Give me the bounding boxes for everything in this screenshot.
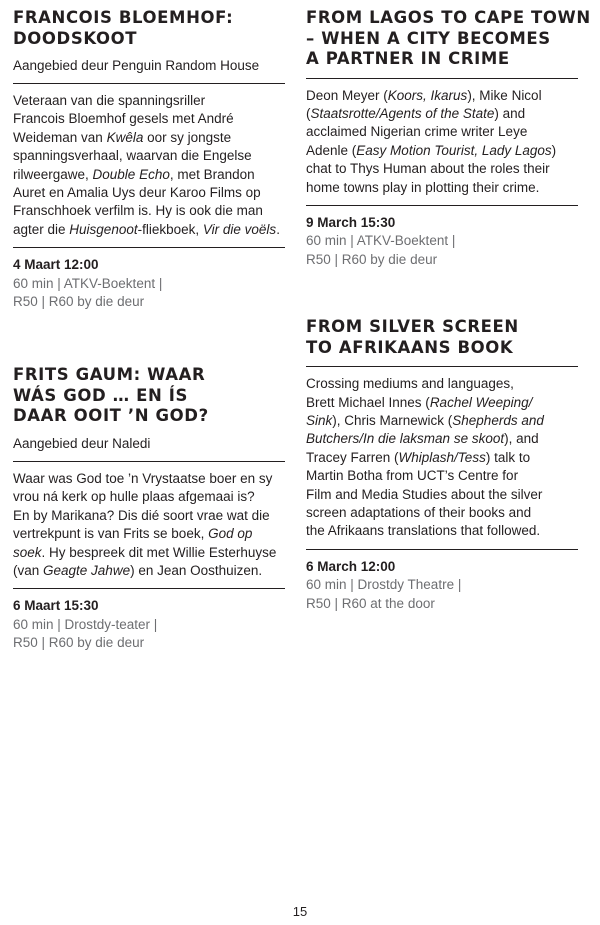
event-date: 4 Maart 12:00: [13, 257, 99, 273]
event-lagos-to-cape-town: [306, 8, 591, 269]
event-meta: 60 min | Drostdy-teater | R50 | R60 by die deur: [13, 616, 158, 651]
divider: [306, 366, 578, 367]
event-description: Crossing mediums and languages, Brett Michael Innes (Rachel Weeping/ Sink), Chris Marnewick (Shepherds and Butchers/In die laksman se skoot), and Tracey Farren (Whiplash/Tess) talk to Martin Botha from UCT’s Centre for Film and Media Studies about the silver screen adaptations of their books and the Afrikaans translations that followed.: [306, 376, 544, 539]
event-meta: 60 min | ATKV-Boektent | R50 | R60 by die deur: [306, 233, 456, 267]
event-description: Deon Meyer (Koors, Ikarus), Mike Nicol (Staatsrotte/Agents of the State) and acclaimed Nigerian crime writer Leye Adenle (Easy Motion Tourist, Lady Lagos) chat to Thys Human about the roles their home towns play in plotting their crime.: [306, 87, 557, 195]
left-column: [13, 8, 285, 653]
event-title: FROM LAGOS TO CAPE TOWN – WHEN A CITY BECOMES A PARTNER IN CRIME: [306, 8, 591, 68]
event-date: 6 March 12:00: [306, 558, 396, 574]
divider: [306, 549, 578, 550]
divider: [306, 78, 578, 79]
event-description: Veteraan van die spanningsriller Francois Bloemhof gesels met André Weideman van Kwêla oor sy jongste spanningsverhaal, waarvan die Engelse rilweergawe, Double Echo, met Brandon Auret en Amalia Uys deur Karoo Films op Franschhoek verfilm is. Hy is ook die man agter die Huisgenoot-fliekboek, Vir die voëls.: [13, 93, 280, 237]
event-francois-bloemhof: [13, 8, 285, 311]
event-date: 9 March 15:30: [306, 214, 396, 230]
event-meta: 60 min | ATKV-Boektent | R50 | R60 by die deur: [13, 275, 163, 310]
event-presenter: Aangebied deur Naledi: [13, 435, 151, 451]
divider: [306, 205, 578, 206]
divider: [13, 247, 285, 248]
event-frits-gaum: [13, 365, 285, 652]
divider: [13, 461, 285, 462]
divider: [13, 83, 285, 84]
right-column: [306, 8, 591, 613]
event-title: FRITS GAUM: WAAR WÁS GOD … EN ÍS DAAR OOIT ’N GOD?: [13, 365, 209, 426]
event-title: FROM SILVER SCREEN TO AFRIKAANS BOOK: [306, 317, 519, 357]
event-date: 6 Maart 15:30: [13, 598, 99, 614]
divider: [13, 588, 285, 589]
event-silver-screen: [306, 317, 578, 613]
event-title: FRANCOIS BLOEMHOF: DOODSKOOT: [13, 8, 234, 48]
event-meta: 60 min | Drostdy Theatre | R50 | R60 at the door: [306, 577, 462, 611]
event-description: Waar was God toe ’n Vrystaatse boer en sy vrou ná kerk op hulle plaas afgemaai is? En by Marikana? Dis dié soort vrae wat die vertrekpunt is van Frits se boek, God op soek. Hy bespreek dit met Willie Esterhuyse (van Geagte Jahwe) en Jean Oosthuizen.: [13, 470, 277, 578]
event-presenter: Aangebied deur Penguin Random House: [13, 58, 260, 73]
page-number: 15: [292, 904, 308, 919]
